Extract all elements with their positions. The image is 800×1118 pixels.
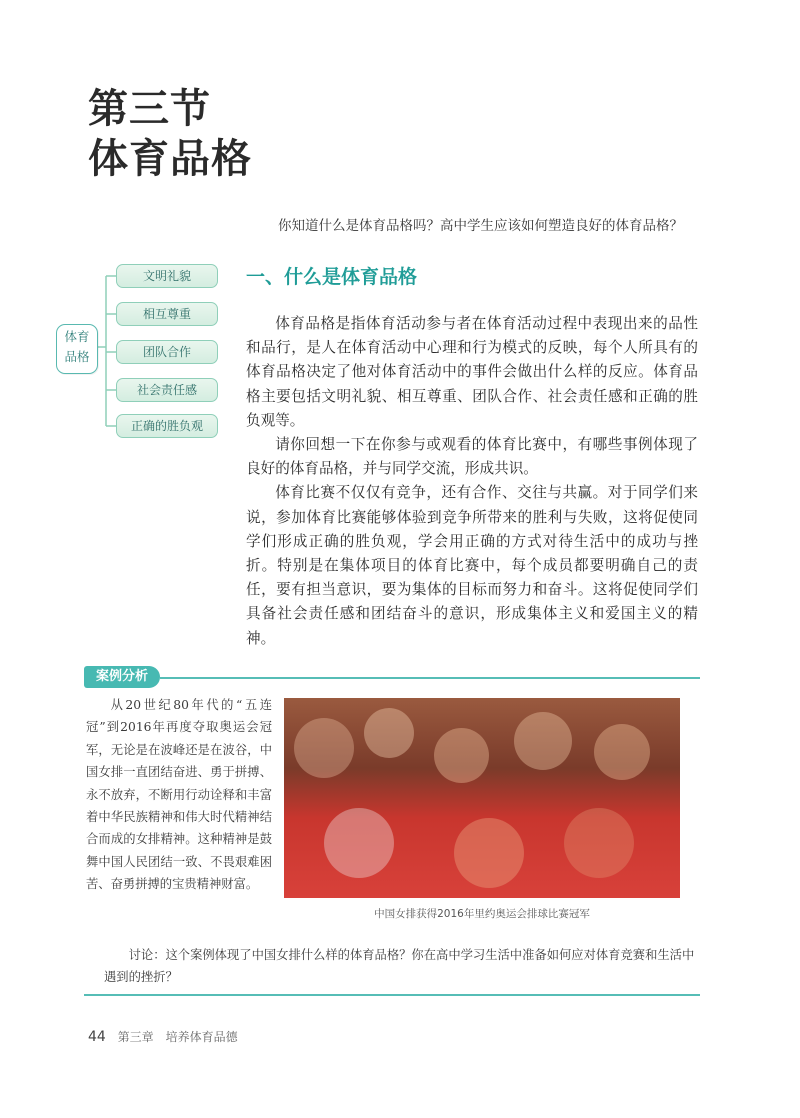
photo-blob [594, 724, 650, 780]
page-number: 44 [88, 1029, 106, 1045]
photo-blob [364, 708, 414, 758]
discussion-question: 讨论：这个案例体现了中国女排什么样的体育品格？你在高中学习生活中准备如何应对体育竞赛和生活中遇到的挫折？ [104, 948, 695, 984]
paragraph-3: 体育比赛不仅仅有竞争，还有合作、交往与共赢。对于同学们来说，参加体育比赛能够体验到竞争所带来的胜利与失败，这将促使同学们形成正确的胜负观，学会用正确的方式对待生活中的成功与挫折。特别是在集体项目的体育比赛中，每个成员都要明确自己的责任，要有担当意识，要为集体的目标而努力和奋斗。这将促使同学们具备社会责任感和团结奋斗的意识，形成集体主义和爱国主义的精神。 [246, 484, 698, 647]
mindmap-connector-lines [98, 276, 116, 426]
mindmap-node-win-loss: 正确的胜负观 [116, 414, 218, 438]
case-analysis-label: 案例分析 [84, 666, 160, 688]
photo-blob [454, 818, 524, 888]
page-footer [88, 1028, 238, 1045]
section-name: 体育品格 [88, 136, 252, 182]
photo-blob [514, 712, 572, 770]
mindmap-root-line2: 品格 [64, 349, 90, 364]
paragraph-2: 请你回想一下在你参与或观看的体育比赛中，有哪些事例体现了良好的体育品格，并与同学交流，形成共识。 [246, 436, 698, 478]
mindmap-node-respect: 相互尊重 [116, 302, 218, 326]
case-divider-bottom [84, 994, 700, 996]
section-number: 第三节 [88, 86, 211, 132]
photo-blob [324, 808, 394, 878]
section-title [88, 84, 252, 184]
case-text: 从20世纪80年代的“五连冠”到2016年再度夺取奥运会冠军，无论是在波峰还是在波谷，中国女排一直团结奋进、勇于拼搏、永不放弃，不断用行动诠释和丰富着中华民族精神和伟大时代精神结合而成的女排精神。这种精神是鼓舞中国人民团结一致、不畏艰难困苦、奋勇拼搏的宝贵精神财富。 [86, 698, 272, 892]
photo-blob [564, 808, 634, 878]
mindmap-root [56, 324, 98, 374]
mindmap-root-line1: 体育 [64, 329, 90, 344]
case-divider-top [160, 677, 700, 679]
mindmap-node-civility: 文明礼貌 [116, 264, 218, 288]
photo-caption: 中国女排获得2016年里约奥运会排球比赛冠军 [374, 908, 590, 920]
main-body [246, 312, 698, 651]
photo-blob [294, 718, 354, 778]
mindmap [56, 258, 236, 448]
mindmap-node-teamwork: 团队合作 [116, 340, 218, 364]
team-photo [284, 698, 680, 898]
paragraph-1: 体育品格是指体育活动参与者在体育活动过程中表现出来的品性和品行，是人在体育活动中心理和行为模式的反映，每个人所具有的体育品格决定了他对体育活动中的事件会做出什么样的反应。体育品格主要包括文明礼貌、相互尊重、团队合作、社会责任感和正确的胜负观等。 [246, 315, 698, 429]
subsection-heading: 一、什么是体育品格 [246, 266, 418, 288]
intro-question: 你知道什么是体育品格吗？高中学生应该如何塑造良好的体育品格？ [278, 218, 683, 234]
photo-blob [434, 728, 489, 783]
chapter-name: 第三章 培养体育品德 [117, 1030, 238, 1044]
mindmap-node-responsibility: 社会责任感 [116, 378, 218, 402]
